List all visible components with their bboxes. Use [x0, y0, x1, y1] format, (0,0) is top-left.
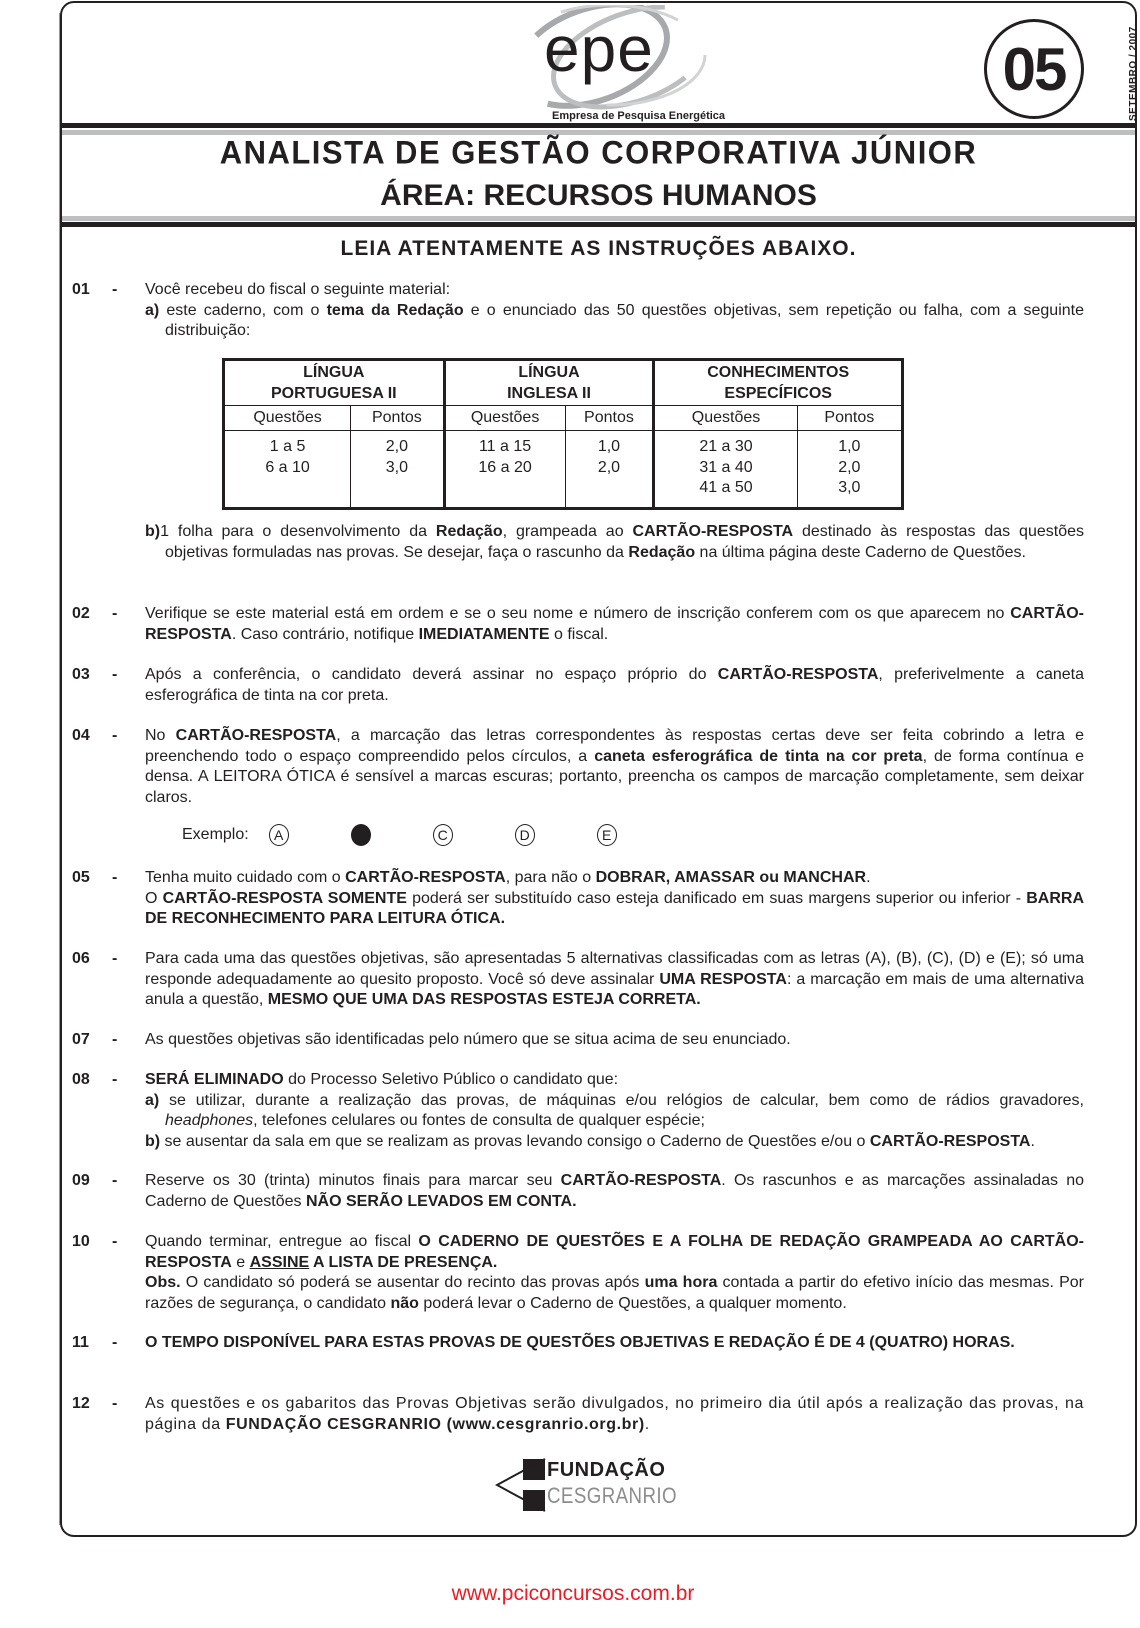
instructions-heading: LEIA ATENTAMENTE AS INSTRUÇÕES ABAIXO.	[340, 237, 857, 260]
item-dash: -	[112, 666, 118, 683]
item-dash: -	[112, 869, 118, 886]
item-dash: -	[112, 1172, 118, 1189]
table-group-header: LÍNGUA PORTUGUESA II	[224, 360, 445, 406]
item-number: 10	[72, 1233, 90, 1250]
item-number: 06	[72, 950, 90, 967]
item-text: O TEMPO DISPONÍVEL PARA ESTAS PROVAS DE QUESTÕES OBJETIVAS E REDAÇÃO É DE 4 (QUATRO) HORAS.	[145, 1334, 1015, 1351]
item-text: SERÁ ELIMINADO do Processo Seletivo Público o candidato que: a) se utilizar, durante a realização das provas, de máquinas e/ou relógios de calcular, bem como de rádios gravadores, headphones, telefones celulares ou fontes de consulta de qualquer espécie; b) se ausentar da sala em que se realizam as provas levando consigo o Caderno de Questões e/ou o CARTÃO-RESPOSTA.	[145, 1070, 1084, 1152]
item-number: 11	[72, 1334, 89, 1351]
epe-logo	[492, 5, 732, 123]
item-sub-a: a) este caderno, com o tema da Redação e o enunciado das 50 questões objetivas, sem repetição ou falha, com a seguinte distribuição:	[145, 301, 1085, 339]
table-cell: 2,0 3,0	[351, 431, 445, 509]
bubble-filled-icon	[351, 824, 371, 846]
table-cell: 1 a 5 6 a 10	[224, 431, 351, 509]
bubble-c-icon: C	[433, 824, 453, 846]
item-number: 03	[72, 666, 90, 683]
example-label: Exemplo:	[182, 826, 249, 843]
logo-line1: FUNDAÇÃO	[547, 1459, 666, 1481]
table-column-header: Pontos	[565, 406, 654, 431]
cesgranrio-logo	[495, 1455, 675, 1515]
item-dash: -	[112, 1395, 118, 1412]
source-url-link[interactable]: www.pciconcursos.com.br	[451, 1582, 695, 1605]
table-column-header: Pontos	[797, 406, 902, 431]
item-dash: -	[112, 1031, 118, 1048]
item-text: As questões e os gabaritos das Provas Objetivas serão divulgados, no primeiro dia útil após a realização das provas, na página da FUNDAÇÃO CESGRANRIO (www.cesgranrio.org.br).	[145, 1395, 1084, 1433]
item-text: Reserve os 30 (trinta) minutos finais para marcar seu CARTÃO-RESPOSTA. Os rascunhos e as marcações assinaladas no Caderno de Questões NÃO SERÃO LEVADOS EM CONTA.	[145, 1172, 1084, 1210]
item-number: 08	[72, 1071, 90, 1088]
item-sub-b: b)1 folha para o desenvolvimento da Redação, grampeada ao CARTÃO-RESPOSTA destinado às respostas das questões objetivas formuladas nas provas. Se desejar, faça o rascunho da Redação na última página deste Caderno de Questões.	[145, 523, 1084, 561]
table-cell: 1,0 2,0	[565, 431, 654, 509]
item-number: 01	[72, 281, 90, 298]
item-number: 02	[72, 605, 90, 622]
item-text: Após a conferência, o candidato deverá assinar no espaço próprio do CARTÃO-RESPOSTA, preferivelmente a caneta esferográfica de tinta na cor preta.	[145, 666, 1084, 704]
divider-dark	[62, 222, 1135, 227]
item-text: As questões objetivas são identificadas pelo número que se situa acima de seu enunciado.	[145, 1031, 791, 1048]
table-group-header: CONHECIMENTOS ESPECÍFICOS	[654, 360, 903, 406]
bubble-a-icon: A	[269, 824, 289, 846]
item-dash: -	[112, 950, 118, 967]
item-number: 05	[72, 869, 90, 886]
epe-logo-text: epe	[544, 13, 654, 85]
item-text: No CARTÃO-RESPOSTA, a marcação das letras correspondentes às respostas certas deve ser feita cobrindo a letra e preenchendo todo o espaço compreendido pelos círculos, a caneta esferográfica de tinta na cor preta, de forma contínua e densa. A LEITORA ÓTICA é sensível a marcas escuras; portanto, preencha os campos de marcação completamente, sem deixar claros.	[145, 727, 1085, 806]
table-cell: 21 a 30 31 a 40 41 a 50	[654, 431, 797, 509]
page-header	[62, 3, 1139, 127]
item-number: 12	[72, 1395, 90, 1412]
item-dash: -	[112, 1233, 118, 1250]
bubble-e-icon: E	[597, 824, 617, 846]
table-cell: 1,0 2,0 3,0	[797, 431, 902, 509]
table-column-header: Questões	[224, 406, 351, 431]
item-dash: -	[112, 1334, 118, 1351]
bubble-d-icon: D	[515, 824, 535, 846]
epe-logo-subtitle: Empresa de Pesquisa Energética	[552, 110, 726, 122]
table-column-header: Pontos	[351, 406, 445, 431]
item-sub-b: b) se ausentar da sala em que se realizam as provas levando consigo o Caderno de Questões e/ou o CARTÃO-RESPOSTA.	[145, 1132, 1035, 1150]
item-text: Tenha muito cuidado com o CARTÃO-RESPOSTA, para não o DOBRAR, AMASSAR ou MANCHAR. O CARTÃO-RESPOSTA SOMENTE poderá ser substituído caso esteja danificado em suas margens superior ou inferior - BARRA DE RECONHECIMENTO PARA LEITURA ÓTICA.	[145, 869, 1085, 927]
item-number: 04	[72, 727, 90, 744]
item-text: Para cada uma das questões objetivas, são apresentadas 5 alternativas classificadas com as letras (A), (B), (C), (D) e (E); só uma responde adequadamente ao quesito proposto. Você só deve assinalar UMA RESPOSTA: a marcação em mais de uma alternativa anula a questão, MESMO QUE UMA DAS RESPOSTAS ESTEJA CORRETA.	[145, 950, 1084, 1008]
exam-date: SETEMBRO / 2007	[1128, 26, 1139, 121]
item-dash: -	[112, 281, 118, 298]
table-cell: 11 a 15 16 a 20	[444, 431, 565, 509]
position-title: ANALISTA DE GESTÃO CORPORATIVA JÚNIOR	[219, 134, 978, 171]
question-distribution-table	[222, 358, 904, 510]
item-dash: -	[112, 605, 118, 622]
marking-example	[182, 824, 617, 846]
item-text: Verifique se este material está em ordem e se o seu nome e número de inscrição conferem com os que aparecem no CARTÃO-RESPOSTA. Caso contrário, notifique IMEDIATAMENTE o fiscal.	[145, 605, 1084, 643]
divider-dark	[62, 123, 1135, 128]
item-text: Quando terminar, entregue ao fiscal O CADERNO DE QUESTÕES E A FOLHA DE REDAÇÃO GRAMPEADA AO CARTÃO-RESPOSTA e ASSINE A LISTA DE PRESENÇA. Obs. O candidato só poderá se ausentar do recinto das provas após uma hora contada a partir do efetivo início das mesmas. Por razões de segurança, o candidato não poderá levar o Caderno de Questões, a qualquer momento.	[145, 1233, 1085, 1312]
divider-light	[62, 216, 1135, 221]
item-number: 09	[72, 1172, 90, 1189]
item-dash: -	[112, 727, 118, 744]
item-dash: -	[112, 1071, 118, 1088]
item-sub-a: a) se utilizar, durante a realização das provas, de máquinas e/ou relógios de calcular, bem como de rádios gravadores, headphones, telefones celulares ou fontes de consulta de qualquer espécie;	[145, 1091, 1084, 1129]
exam-number-badge: 05	[984, 19, 1084, 119]
table-group-header: LÍNGUA INGLESA II	[444, 360, 654, 406]
table-column-header: Questões	[444, 406, 565, 431]
item-number: 07	[72, 1031, 90, 1048]
area-title: ÁREA: RECURSOS HUMANOS	[380, 179, 817, 212]
item-text: Você recebeu do fiscal o seguinte material:	[145, 281, 451, 298]
logo-line2: CESGRANRIO	[547, 1483, 677, 1508]
table-column-header: Questões	[654, 406, 797, 431]
cesgranrio-arrow-icon	[495, 1457, 547, 1513]
